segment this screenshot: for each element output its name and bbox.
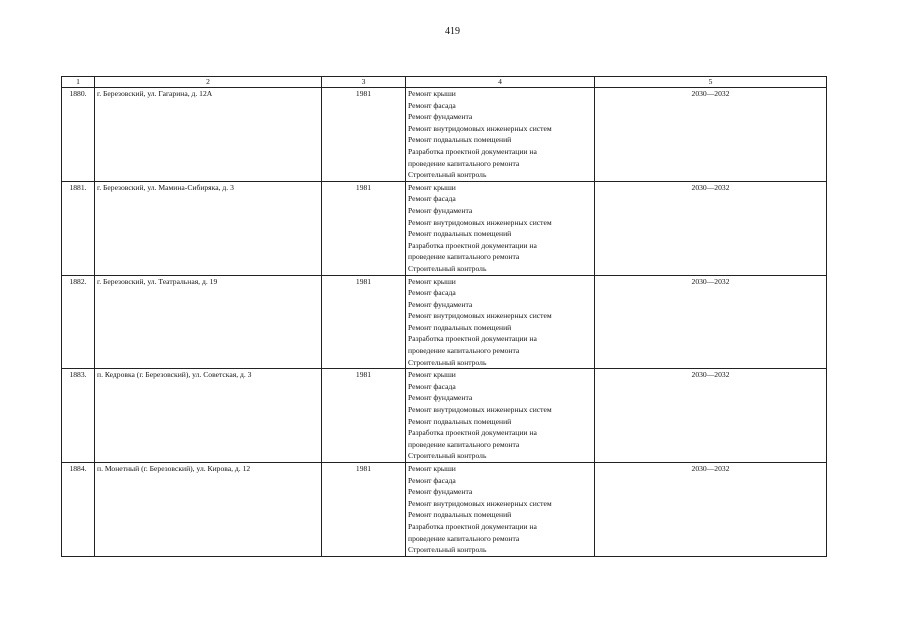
work-item: Ремонт подвальных помещений (408, 229, 512, 239)
work-item: Ремонт фундамента (408, 393, 473, 403)
work-item: Ремонт фундамента (408, 205, 473, 215)
row-number: 1880. (62, 88, 95, 182)
work-item: Строительный контроль (408, 451, 487, 461)
work-item: Ремонт крыши (408, 89, 456, 98)
header-col-3: 3 (322, 77, 406, 88)
row-period: 2030—2032 (595, 275, 827, 369)
row-number: 1882. (62, 275, 95, 369)
row-period: 2030—2032 (595, 181, 827, 275)
work-item: Ремонт фундамента (408, 487, 473, 497)
row-year: 1981 (322, 88, 406, 182)
row-year: 1981 (322, 181, 406, 275)
row-address: г. Березовский, ул. Гагарина, д. 12А (95, 88, 322, 182)
work-item: Ремонт фундамента (408, 299, 473, 309)
header-col-5: 5 (595, 77, 827, 88)
table-row (62, 463, 827, 557)
row-address: г. Березовский, ул. Театральная, д. 19 (95, 275, 322, 369)
work-item: Ремонт внутридомовых инженерных систем (408, 498, 552, 508)
work-item: Разработка проектной документации на (408, 521, 537, 531)
row-number: 1884. (62, 463, 95, 557)
row-works (406, 463, 595, 557)
work-item: Ремонт подвальных помещений (408, 510, 512, 520)
row-address: п. Монетный (г. Березовский), ул. Кирова, д. 12 (95, 463, 322, 557)
work-item: Строительный контроль (408, 263, 487, 273)
header-col-1: 1 (62, 77, 95, 88)
row-period: 2030—2032 (595, 88, 827, 182)
row-year: 1981 (322, 369, 406, 463)
work-item: Ремонт внутридомовых инженерных систем (408, 405, 552, 415)
work-item: Строительный контроль (408, 170, 487, 180)
table-row (62, 181, 827, 275)
work-item: Ремонт внутридомовых инженерных систем (408, 123, 552, 133)
work-item: проведение капитального ремонта (408, 533, 520, 543)
work-item: Ремонт подвальных помещений (408, 322, 512, 332)
row-address: п. Кедровка (г. Березовский), ул. Советская, д. 3 (95, 369, 322, 463)
work-item: Ремонт крыши (408, 464, 456, 473)
row-works (406, 88, 595, 182)
work-item: Ремонт фундамента (408, 112, 473, 122)
work-item: Разработка проектной документации на (408, 240, 537, 250)
header-col-4: 4 (406, 77, 595, 88)
work-item: Ремонт подвальных помещений (408, 416, 512, 426)
table-row (62, 369, 827, 463)
work-item: Ремонт фасада (408, 100, 456, 110)
repair-schedule-table (61, 76, 827, 557)
page-number: 419 (445, 26, 460, 37)
work-item: Ремонт внутридомовых инженерных систем (408, 311, 552, 321)
row-number: 1883. (62, 369, 95, 463)
work-item: Ремонт крыши (408, 276, 456, 286)
work-item: Ремонт фасада (408, 475, 456, 485)
work-item: проведение капитального ремонта (408, 439, 520, 449)
work-item: Строительный контроль (408, 357, 487, 367)
row-works (406, 275, 595, 369)
row-number: 1881. (62, 181, 95, 275)
table-row (62, 275, 827, 369)
work-item: Ремонт фасада (408, 381, 456, 391)
work-item: Разработка проектной документации на (408, 428, 537, 438)
row-works (406, 369, 595, 463)
work-item: Ремонт крыши (408, 370, 456, 380)
work-item: Ремонт крыши (408, 182, 456, 192)
row-period: 2030—2032 (595, 463, 827, 557)
work-item: Разработка проектной документации на (408, 146, 537, 156)
work-item: Ремонт подвальных помещений (408, 135, 512, 145)
work-item: Разработка проектной документации на (408, 334, 537, 344)
row-works (406, 181, 595, 275)
row-year: 1981 (322, 275, 406, 369)
row-year: 1981 (322, 463, 406, 557)
work-item: проведение капитального ремонта (408, 252, 520, 262)
row-period: 2030—2032 (595, 369, 827, 463)
work-item: Ремонт фасада (408, 194, 456, 204)
row-address: г. Березовский, ул. Мамина-Сибиряка, д. 3 (95, 181, 322, 275)
header-col-2: 2 (95, 77, 322, 88)
work-item: проведение капитального ремонта (408, 158, 520, 168)
work-item: Строительный контроль (408, 545, 487, 555)
work-item: проведение капитального ремонта (408, 346, 520, 356)
table-row (62, 88, 827, 182)
work-item: Ремонт внутридомовых инженерных систем (408, 217, 552, 227)
table-header-row (62, 77, 827, 88)
work-item: Ремонт фасада (408, 288, 456, 298)
